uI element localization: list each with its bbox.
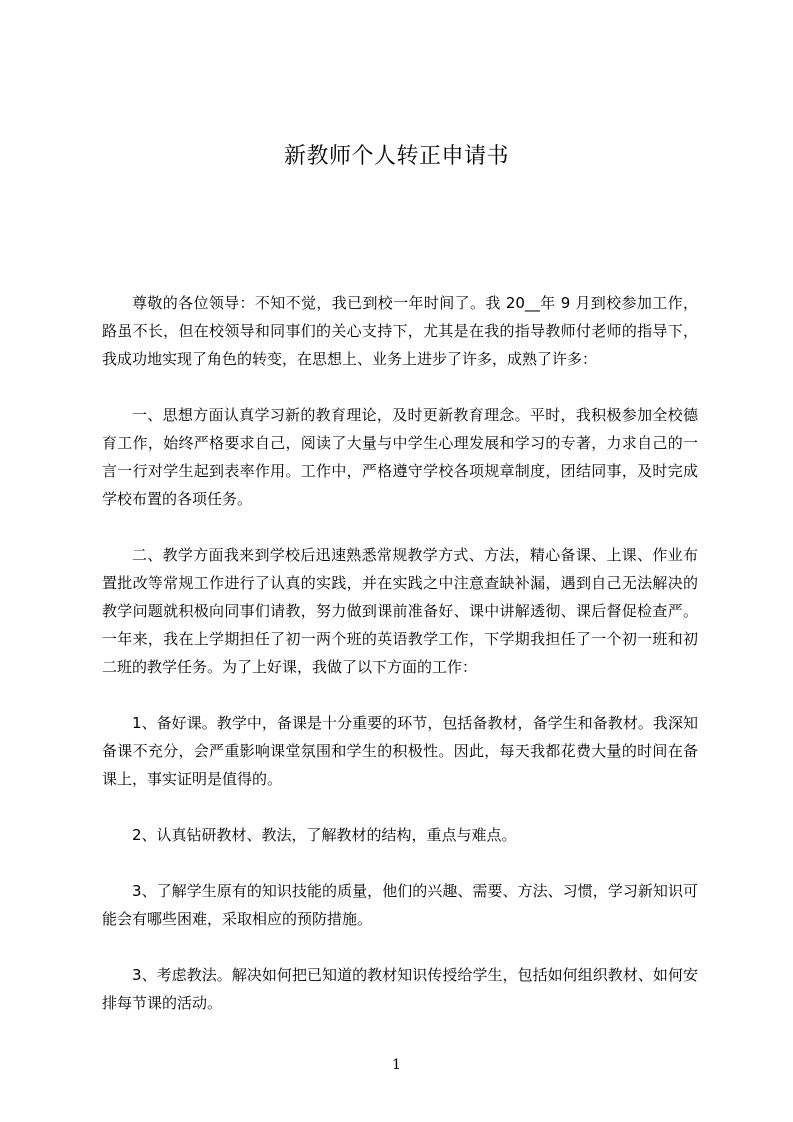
document-title: 新教师个人转正申请书 [283, 144, 509, 169]
paragraph-teaching: 二、教学方面我来到学校后迅速熟悉常规教学方式、方法，精心备课、上课、作业布置批改等常规工作进行了认真的实践，并在实践之中注意查缺补漏，遇到自己无法解决的教学问题就积极向同事们请教，努力做到课前准备好、课中讲解透彻、课后督促检查严。一年来，我在上学期担任了初一两个班的英语教学工作，下学期我担任了一个初一班和初二班的教学任务。为了上好课，我做了以下方面的工作： [102, 546, 698, 676]
paragraph-item-3b: 3、考虑教法。解决如何把已知道的教材知识传授给学生，包括如何组织教材、如何安排每节课的活动。 [102, 966, 698, 1012]
paragraph-item-2: 2、认真钻研教材、教法，了解教材的结构，重点与难点。 [132, 826, 517, 844]
page-number: 1 [392, 1057, 401, 1073]
paragraph-item-3a: 3、了解学生原有的知识技能的质量，他们的兴趣、需要、方法、习惯，学习新知识可能会有哪些困难，采取相应的预防措施。 [102, 882, 698, 928]
document-body [102, 289, 698, 1045]
paragraph-greeting: 尊敬的各位领导：不知不觉，我已到校一年时间了。我 20__年 9 月到校参加工作，路虽不长，但在校领导和同事们的关心支持下，尤其是在我的指导教师付老师的指导下，我成功地实现了角色的转变，在思想上、业务上进步了许多，成熟了许多： [102, 294, 698, 368]
paragraph-ideology: 一、思想方面认真学习新的教育理论，及时更新教育理念。平时，我积极参加全校德育工作，始终严格要求自己，阅读了大量与中学生心理发展和学习的专著，力求自己的一言一行对学生起到表率作用。工作中，严格遵守学校各项规章制度，团结同事，及时完成学校布置的各项任务。 [102, 406, 698, 508]
paragraph-item-1: 1、备好课。教学中，备课是十分重要的环节，包括备教材，备学生和备教材。我深知备课不充分，会严重影响课堂氛围和学生的积极性。因此，每天我都花费大量的时间在备课上，事实证明是值得的。 [102, 714, 698, 788]
